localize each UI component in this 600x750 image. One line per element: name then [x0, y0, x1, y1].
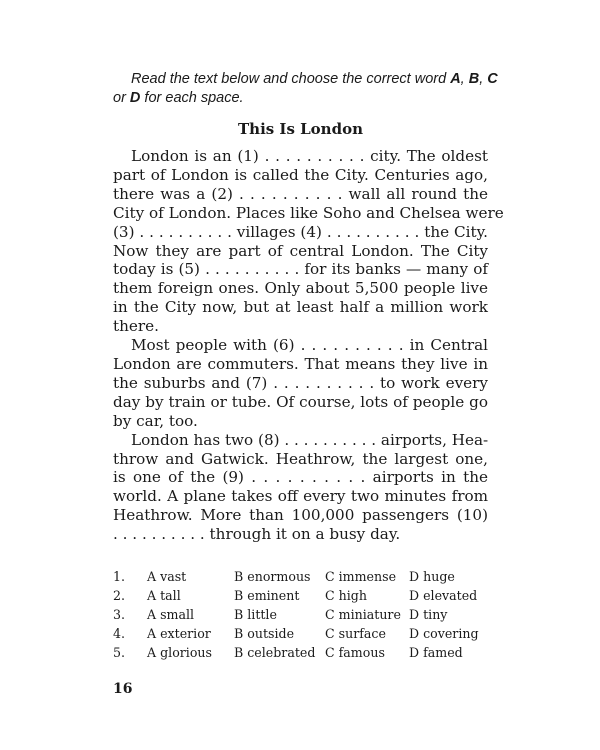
passage-line: Heathrow. More than 100,000 passengers (10) [113, 506, 488, 525]
option-a: A small [147, 606, 195, 622]
option-letter-a: A [450, 71, 461, 87]
option-c: C miniature [325, 606, 401, 622]
passage-body [113, 147, 504, 544]
instruction-separator: , [479, 71, 488, 87]
passage-line: London is an (1) . . . . . . . . . . city. The oldest [131, 147, 488, 165]
passage-line: there. [113, 317, 159, 336]
instruction-separator: , [460, 71, 469, 87]
answer-row [113, 605, 493, 624]
passage-line: London are commuters. That means they live in [113, 354, 488, 373]
question-number: 4. [113, 625, 126, 641]
passage-line: (3) . . . . . . . . . . villages (4) . . . . . . . . . . the City. [113, 222, 488, 241]
option-d: D covering [409, 625, 479, 641]
option-d: D elevated [409, 587, 478, 603]
option-b: B eminent [234, 587, 300, 603]
passage-line: throw and Gatwick. Heathrow, the largest one, [113, 449, 488, 468]
passage-line: today is (5) . . . . . . . . . . for its banks — many of [113, 260, 488, 279]
passage-line: by car, too. [113, 411, 198, 430]
passage-line: the suburbs and (7) . . . . . . . . . . to work every [113, 373, 488, 392]
option-c: C immense [325, 568, 397, 584]
option-a: A vast [147, 568, 187, 584]
passage-line: is one of the (9) . . . . . . . . . . airports in the [113, 468, 488, 487]
answer-row [113, 567, 493, 586]
question-number: 3. [113, 606, 126, 622]
passage-line: world. A plane takes off every two minutes from [113, 487, 488, 506]
answer-options-table [113, 567, 493, 661]
question-number: 2. [113, 587, 126, 603]
option-a: A exterior [147, 625, 211, 641]
option-letter-b: B [468, 71, 480, 87]
option-b: B little [234, 606, 277, 622]
passage-line: there was a (2) . . . . . . . . . . wall all round the [113, 184, 488, 203]
instruction-part: for each space. [140, 90, 244, 106]
option-d: D famed [409, 644, 463, 660]
option-c: C high [325, 587, 367, 603]
instruction-part: Read the text below and choose the correct word [131, 71, 451, 87]
question-number: 1. [113, 568, 126, 584]
passage-line: them foreign ones. Only about 5,500 people live [113, 279, 488, 298]
option-letter-d: D [129, 90, 141, 106]
option-b: B celebrated [234, 644, 316, 660]
page-number: 16 [113, 681, 133, 697]
passage-line: City of London. Places like Soho and Chelsea were [113, 203, 504, 222]
passage-line: Now they are part of central London. The City [113, 241, 488, 260]
passage-line: in the City now, but at least half a million work [113, 298, 488, 317]
passage-line: Most people with (6) . . . . . . . . . . in Central [131, 336, 488, 355]
option-letter-c: C [487, 71, 498, 87]
passage-line: part of London is called the City. Centuries ago, [113, 165, 488, 184]
answer-row [113, 586, 493, 605]
passage-line: day by train or tube. Of course, lots of people go [113, 392, 488, 411]
instruction-or: or [113, 90, 130, 106]
option-c: C famous [325, 644, 385, 660]
option-d: D tiny [409, 606, 448, 622]
instruction-text [113, 70, 513, 108]
option-a: A tall [147, 587, 181, 603]
answer-row [113, 624, 493, 643]
passage-line: London has two (8) . . . . . . . . . . airports, Hea- [131, 430, 489, 449]
question-number: 5. [113, 644, 126, 660]
option-b: B enormous [234, 568, 311, 584]
passage-line: . . . . . . . . . . through it on a busy day. [113, 525, 401, 544]
option-b: B outside [234, 625, 295, 641]
passage-title: This Is London [238, 120, 363, 138]
answer-row [113, 643, 493, 662]
option-c: C surface [325, 625, 386, 641]
option-d: D huge [409, 568, 455, 584]
option-a: A glorious [147, 644, 212, 660]
